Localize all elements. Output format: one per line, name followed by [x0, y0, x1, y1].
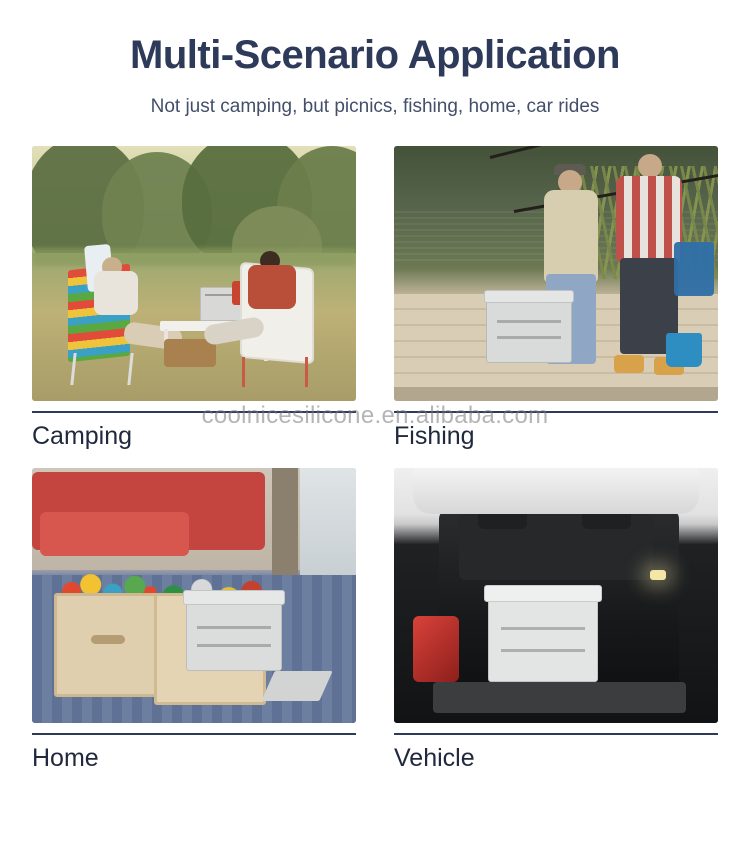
- camp-chair: [674, 242, 714, 296]
- box-groove: [497, 336, 561, 339]
- vehicle-photo: [394, 468, 718, 723]
- box-lid: [484, 290, 574, 303]
- person-body: [616, 176, 682, 264]
- home-caption: Home: [32, 744, 99, 772]
- scenario-grid: [0, 146, 750, 776]
- page-subtitle: Not just camping, but picnics, fishing, home, car rides: [150, 96, 600, 117]
- scenario-card-camping: [32, 146, 356, 454]
- watermark: coolnicesilicone.en.alibaba.com: [201, 402, 549, 429]
- box-groove: [501, 649, 585, 652]
- person-body: [94, 271, 138, 315]
- hatch-door: [413, 468, 698, 514]
- box-groove: [497, 320, 561, 323]
- sofa: [32, 472, 265, 550]
- box-lid: [484, 585, 602, 602]
- fishing-caption: Fishing: [394, 422, 475, 450]
- vehicle-caption: Vehicle: [394, 744, 475, 772]
- scenario-card-vehicle: [394, 468, 718, 776]
- box-groove: [501, 627, 585, 630]
- wooden-crate: [54, 593, 162, 697]
- storage-box: [186, 599, 282, 671]
- person-body: [544, 190, 598, 282]
- storage-box: [486, 297, 572, 363]
- trunk-lamp: [650, 570, 666, 580]
- home-caption-rule: [32, 733, 356, 776]
- box-groove: [197, 644, 271, 647]
- dock-edge: [394, 387, 718, 401]
- person-head: [638, 154, 662, 178]
- storage-box: [488, 596, 598, 682]
- crate-handle: [91, 635, 125, 644]
- vehicle-caption-rule: [394, 733, 718, 776]
- fishing-photo: [394, 146, 718, 401]
- box-groove: [197, 626, 271, 629]
- window: [300, 468, 356, 585]
- box-lid: [183, 590, 285, 605]
- person-body: [248, 265, 296, 309]
- chair-legs: [242, 357, 308, 387]
- grass-line: [32, 248, 356, 266]
- sofa-cushion: [40, 512, 189, 556]
- camping-caption: Camping: [32, 422, 133, 450]
- boot: [614, 355, 644, 373]
- camping-caption-rule: [32, 411, 356, 454]
- bucket: [666, 333, 702, 367]
- taillight: [413, 616, 458, 682]
- scenario-card-home: [32, 468, 356, 776]
- chair-legs: [70, 353, 133, 385]
- fishing-caption-rule: [394, 411, 718, 454]
- trunk-floor: [433, 682, 686, 713]
- page-title: Multi-Scenario Application: [130, 33, 620, 77]
- page-header: [0, 0, 750, 118]
- home-photo: [32, 468, 356, 723]
- camping-photo: [32, 146, 356, 401]
- scenario-card-fishing: [394, 146, 718, 454]
